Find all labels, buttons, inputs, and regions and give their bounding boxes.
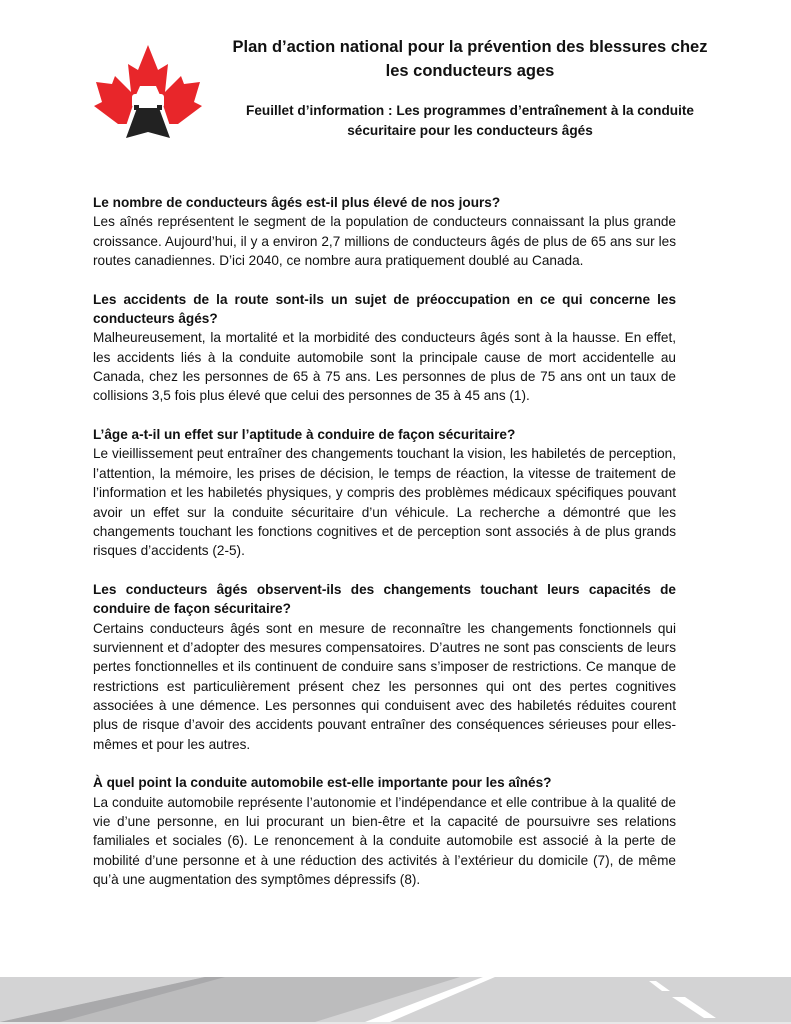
section-answer: Malheureusement, la mortalité et la morbidité des conducteurs âgés sont à la hausse. En effet, les accidents liés à la conduite automobile sont la principale cause de mort accidentelle au Canada, chez les personnes de 65 à 75 ans. Les personnes de plus de 75 ans ont un taux de collisions 3,5 fois plus élevé que celui des personnes de 35 à 45 ans (1). — [93, 330, 676, 404]
section-answer: Le vieillissement peut entraîner des changements touchant la vision, les habiletés de perception, l’attention, la mémoire, les prises de décision, le temps de réaction, la vitesse de traitement de l’information et les habiletés physiques, y compris des problèmes médicaux spécifiques pouvant avoir un effet sur la conduite sécuritaire d’un véhicule. La recherche a démontré que les changements touchant les fonctions cognitives et de perception sont associés à de plus grands risques d’accidents (2-5). — [93, 446, 676, 559]
document-title: Plan d’action national pour la prévention des blessures chez les conducteurs ages — [232, 38, 708, 80]
section-question: Les accidents de la route sont-ils un sujet de préoccupation en ce qui concerne les conducteurs âgés? — [93, 291, 676, 327]
section-driving-importance — [93, 773, 676, 889]
section-answer: Les aînés représentent le segment de la population de conducteurs connaissant la plus grande croissance. Aujourd’hui, il y a environ 2,7 millions de conducteurs âgés de plus de 65 ans sur les routes canadiennes. D’ici 2040, ce nombre aura pratiquement doublé au Canada. — [93, 214, 676, 269]
section-driver-numbers — [93, 193, 676, 270]
section-road-accidents — [93, 290, 676, 406]
section-capacity-changes — [93, 580, 676, 754]
document-body — [93, 193, 676, 909]
section-answer: Certains conducteurs âgés sont en mesure de reconnaître les changements fonctionnels qui surviennent et d’adopter des mesures compensatoires. D’autres ne sont pas conscients de leurs pertes fonctionnelles et ils continuent de conduire sans s’imposer de restrictions. Ce manque de restrictions est particulièrement présent chez les personnes qui ont des pertes cognitives associées à une démence. Les personnes qui conduisent avec des habiletés réduites courent plus de risque d’avoir des accidents pouvant entraîner des conséquences sérieuses pour elles-mêmes et pour les autres. — [93, 620, 676, 752]
section-question: Le nombre de conducteurs âgés est-il plus élevé de nos jours? — [93, 195, 501, 210]
maple-leaf-car-road-logo-icon — [88, 40, 208, 145]
section-age-effect — [93, 425, 676, 560]
section-answer: La conduite automobile représente l’autonomie et l’indépendance et elle contribue à la qualité de vie d’une personne, en lui procurant un bien-être et la capacité de poursuivre ses relations familiales et sociales (6). Le renoncement à la conduite automobile est associé à la perte de mobilité d’une personne et à une réduction des activités à l’extérieur du domicile (7), de même qu’à une augmentation des symptômes dépressifs (8). — [93, 794, 676, 888]
road-graphic-icon — [0, 964, 791, 1024]
document-subtitle: Feuillet d’information : Les programmes d’entraînement à la conduite sécuritaire pour les conducteurs âgés — [246, 103, 694, 138]
section-question: L’âge a-t-il un effet sur l’aptitude à conduire de façon sécuritaire? — [93, 427, 516, 443]
section-question: À quel point la conduite automobile est-elle importante pour les aînés? — [93, 775, 552, 791]
section-question: Les conducteurs âgés observent-ils des changements touchant leurs capacités de conduire de façon sécuritaire? — [93, 581, 676, 617]
